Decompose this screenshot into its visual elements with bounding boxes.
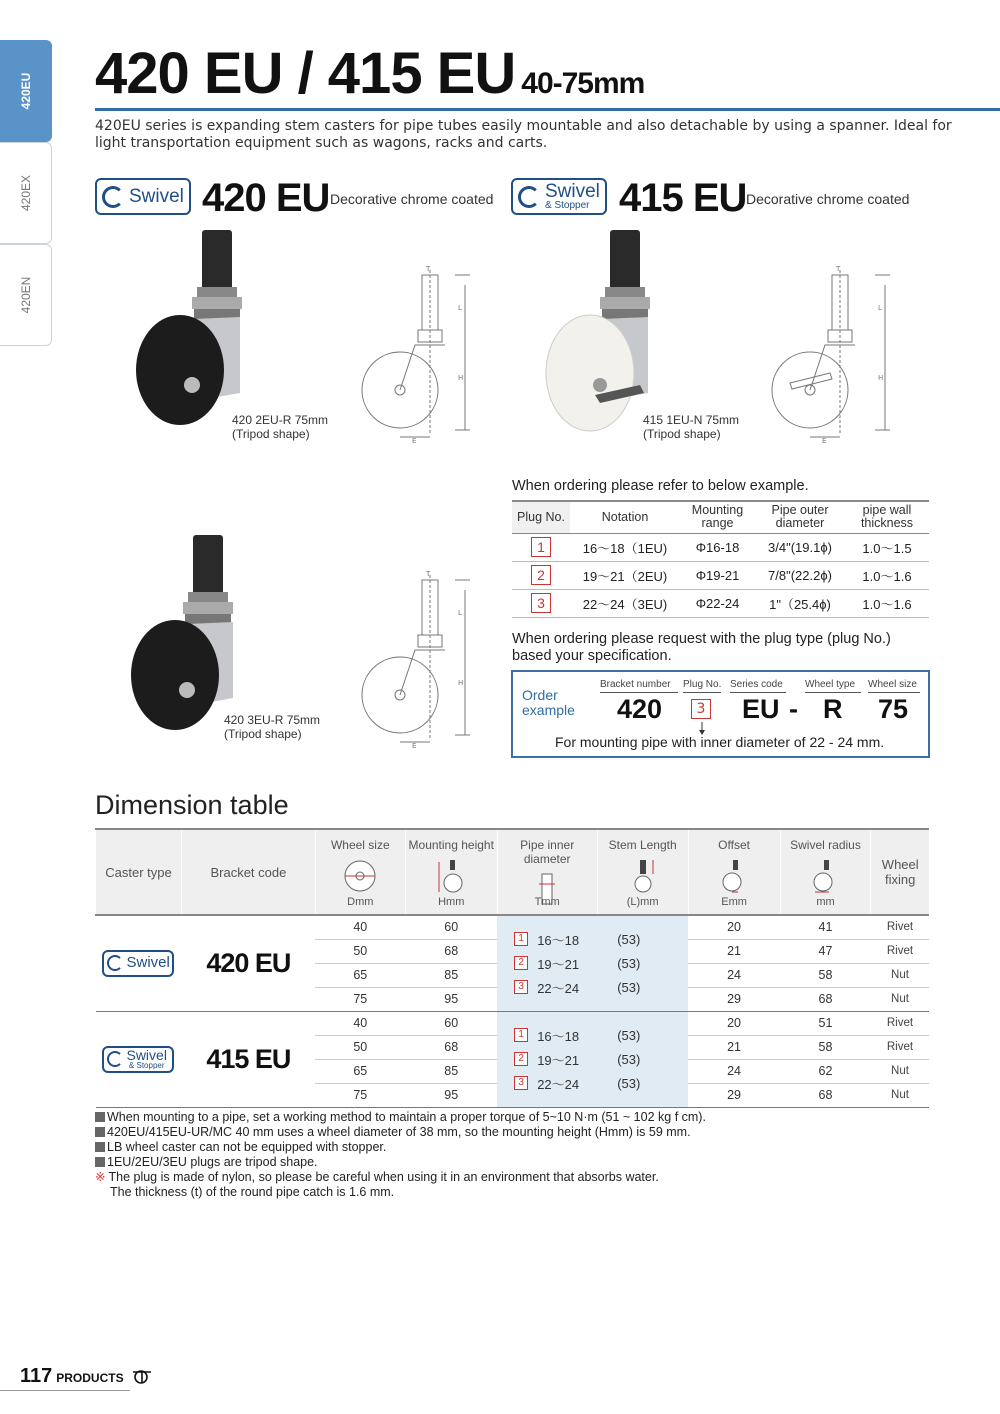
wheel (131, 620, 219, 730)
table-row: 75 95 29 68 Nut (96, 987, 930, 1011)
dimension-table-title: Dimension table (95, 790, 289, 820)
stem-length-icon (625, 858, 661, 894)
technical-drawing-420eu (360, 265, 490, 445)
order-example-footer: For mounting pipe with inner diameter of 22 - 24 mm. (555, 734, 885, 750)
code-dash: - (789, 694, 798, 724)
photo-caption: 415 1EU-N 75mm (Tripod shape) (643, 413, 740, 441)
side-tab-label: 420EX (18, 174, 33, 212)
table-row: 1 16～18（1EU) Φ16-18 3/4"(19.1ϕ) 1.0～1.5 (512, 533, 929, 561)
mounting-height-header: Mounting height Hmm (405, 829, 497, 915)
table-row: 50 68 21 47 Rivet (96, 939, 930, 963)
dim-label-e: E (822, 437, 827, 445)
plug-number: 2 (531, 565, 551, 585)
stem-length-header: Stem Length (L)mm (597, 829, 688, 915)
offset-icon (716, 858, 752, 894)
dim-label-e: E (412, 742, 417, 750)
side-tab-420en[interactable] (0, 244, 52, 346)
bracket-code-header: Bracket code (181, 829, 315, 915)
note-item: 1EU/2EU/3EU plugs are tripod shape. (95, 1155, 975, 1170)
plug-number: 3 (531, 593, 551, 613)
code-plug: 3 (691, 699, 711, 719)
side-tab-label: 420EN (18, 276, 33, 314)
note-item: 420EU/415EU-UR/MC 40 mm uses a wheel diameter of 38 mm, so the mounting height (Hmm) is 59 mm. (95, 1125, 975, 1140)
caster-photo-420-2eu (130, 225, 250, 435)
wall-thickness-header: pipe wall thickness (845, 501, 929, 533)
swivel-badge (102, 950, 174, 977)
plug-request-note: When ordering please request with the plug type (plug No.) based your specification. (512, 631, 891, 664)
caution-note-cont: The thickness (t) of the round pipe catch is 1.6 mm. (110, 1185, 395, 1199)
swivel-icon (518, 186, 540, 208)
swivel-icon (102, 186, 124, 208)
footer-label: PRODUCTS (56, 1371, 124, 1385)
dim-label-h: H (878, 374, 884, 382)
side-tab-label: 420EU (18, 72, 33, 110)
dim-label-t: T (426, 570, 431, 578)
square-bullet-icon (95, 1112, 105, 1122)
badge-label: Swivel (545, 180, 600, 202)
page-title-size: 40-75mm (521, 67, 645, 100)
page-title-main: 420 EU / 415 EU (95, 41, 516, 106)
dim-label-l: L (878, 304, 882, 312)
table-row: 75 95 29 68 Nut (96, 1083, 930, 1107)
caster-type-cell (96, 915, 182, 1011)
finish-420eu: Decorative chrome coated (330, 191, 494, 207)
code-wheel-type: R (823, 694, 843, 724)
pipe-option: 3 22～24 (53) (497, 975, 688, 999)
table-row: 3 22～24（3EU) Φ22-24 1"（25.4ϕ) 1.0～1.6 (512, 589, 929, 617)
badge-label: Swivel (126, 954, 170, 972)
caster-photo-420-3eu (125, 530, 245, 740)
photo-caption: 420 3EU-R 75mm (Tripod shape) (224, 713, 321, 741)
model-420eu: 420 EU (202, 176, 330, 220)
badge-sublabel: & Stopper (545, 199, 590, 211)
mounting-range-header: Mounting range (680, 501, 755, 533)
pipe-option: 3 22～24 (53) (497, 1071, 688, 1095)
code-wheel-size: 75 (878, 694, 909, 724)
series-code-header: Series code (730, 679, 783, 690)
plug-header: Plug No. (512, 501, 570, 533)
plug-table (512, 500, 929, 618)
notes (95, 1110, 975, 1200)
code-bracket: 420 (617, 694, 663, 724)
code-series: EU (742, 694, 780, 724)
bracket-code-cell: 415 EU (181, 1011, 315, 1107)
swivel-badge (95, 178, 191, 215)
wheel-size-header: Wheel size (868, 679, 917, 690)
wheel (546, 315, 634, 431)
page-number: 117 (20, 1365, 53, 1387)
intro-text: 420EU series is expanding stem casters for pipe tubes easily mountable and also detachable by using a spanner. Ideal for light transportation equipment such as wagons, racks and carts. (95, 118, 952, 151)
caster-type-header: Caster type (96, 829, 182, 915)
table-row: Swivel 420 EU 40 60 1 16～18 (53) 2 19～21 (53) 3 22～24 (53) 20 41 Rivet (96, 915, 930, 939)
page-footer (20, 1365, 153, 1388)
order-example-label: Order example (522, 687, 575, 718)
caster-type-cell (96, 1011, 182, 1107)
table-row: 50 68 21 58 Rivet (96, 1035, 930, 1059)
dim-label-h: H (458, 374, 464, 382)
wheel-size-header: Wheel size Dmm (315, 829, 405, 915)
swivel-radius-icon (807, 858, 843, 894)
offset-header: Offset Emm (688, 829, 780, 915)
badge-sublabel: & Stopper (128, 1060, 165, 1070)
swivel-radius-header: Swivel radius mm (780, 829, 871, 915)
brand-logo-icon (131, 1368, 153, 1384)
footer-rule (0, 1390, 130, 1391)
order-example-box (511, 670, 930, 758)
dim-label-t: T (426, 265, 431, 273)
technical-drawing-420-3eu (360, 570, 490, 750)
note-item: LB wheel caster can not be equipped with stopper. (95, 1140, 975, 1155)
plug-number: 1 (531, 537, 551, 557)
photo-caption: 420 2EU-R 75mm (Tripod shape) (232, 413, 329, 441)
finish-415eu: Decorative chrome coated (746, 191, 910, 207)
pipe-stem-cell (497, 915, 688, 1011)
table-row: 2 19～21（2EU) Φ19-21 7/8"(22.2ϕ) 1.0～1.6 (512, 561, 929, 589)
ordering-note: When ordering please refer to below example. (512, 478, 809, 494)
pipe-option: 1 16～18 (53) (497, 927, 688, 951)
swivel-icon (107, 1051, 123, 1067)
pipe-option: 2 19～21 (53) (497, 951, 688, 975)
table-row: 65 85 24 62 Nut (96, 1059, 930, 1083)
wheel-size-icon (342, 858, 378, 894)
wheel-type-header: Wheel type (805, 679, 856, 690)
badge-label: Swivel (129, 185, 184, 207)
swivel-stopper-badge (102, 1046, 174, 1073)
side-tab-420eu[interactable] (0, 40, 52, 142)
pipe-outer-header: Pipe outer diameter (755, 501, 845, 533)
pipe-inner-header: Pipe inner diameter Tmm (497, 829, 597, 915)
wheel-fixing-header: Wheel fixing (871, 829, 929, 915)
model-415eu: 415 EU (619, 176, 747, 220)
dim-label-l: L (458, 609, 462, 617)
pipe-option: 1 16～18 (53) (497, 1023, 688, 1047)
caster-photo-415-1eu (540, 225, 660, 445)
title-rule (95, 108, 1000, 111)
badge-label: Swivel (126, 1046, 167, 1063)
square-bullet-icon (95, 1157, 105, 1167)
dim-label-h: H (458, 679, 464, 687)
notation-header: Notation (570, 501, 680, 533)
dimension-table (95, 828, 929, 1108)
reference-mark-icon: ※ (95, 1170, 106, 1184)
dim-label-t: T (836, 265, 841, 273)
square-bullet-icon (95, 1142, 105, 1152)
table-row: 65 85 24 58 Nut (96, 963, 930, 987)
swivel-stopper-badge (511, 178, 607, 215)
wheel (136, 315, 224, 425)
pipe-option: 2 19～21 (53) (497, 1047, 688, 1071)
technical-drawing-415eu (770, 265, 900, 445)
side-tab-420ex[interactable] (0, 142, 52, 244)
page-title (95, 40, 644, 107)
dim-label-e: E (412, 437, 417, 445)
caution-note: ※ The plug is made of nylon, so please be careful when using it in an environment that absorbs water. (95, 1170, 659, 1184)
table-row: Swivel & Stopper 415 EU 40 60 1 16～18 (53) 2 19～21 (53) 3 22～24 (53) 20 51 Rivet (96, 1011, 930, 1035)
swivel-icon (107, 955, 123, 971)
plug-no-header: Plug No. (683, 679, 722, 690)
square-bullet-icon (95, 1127, 105, 1137)
bracket-code-cell: 420 EU (181, 915, 315, 1011)
dim-label-l: L (458, 304, 462, 312)
note-item: When mounting to a pipe, set a working method to maintain a proper torque of 5~10 N·m (51 ~ 102 kg f cm). (95, 1110, 975, 1125)
bracket-number-header: Bracket number (600, 679, 671, 690)
pipe-stem-cell (497, 1011, 688, 1107)
mounting-height-icon (433, 858, 469, 894)
